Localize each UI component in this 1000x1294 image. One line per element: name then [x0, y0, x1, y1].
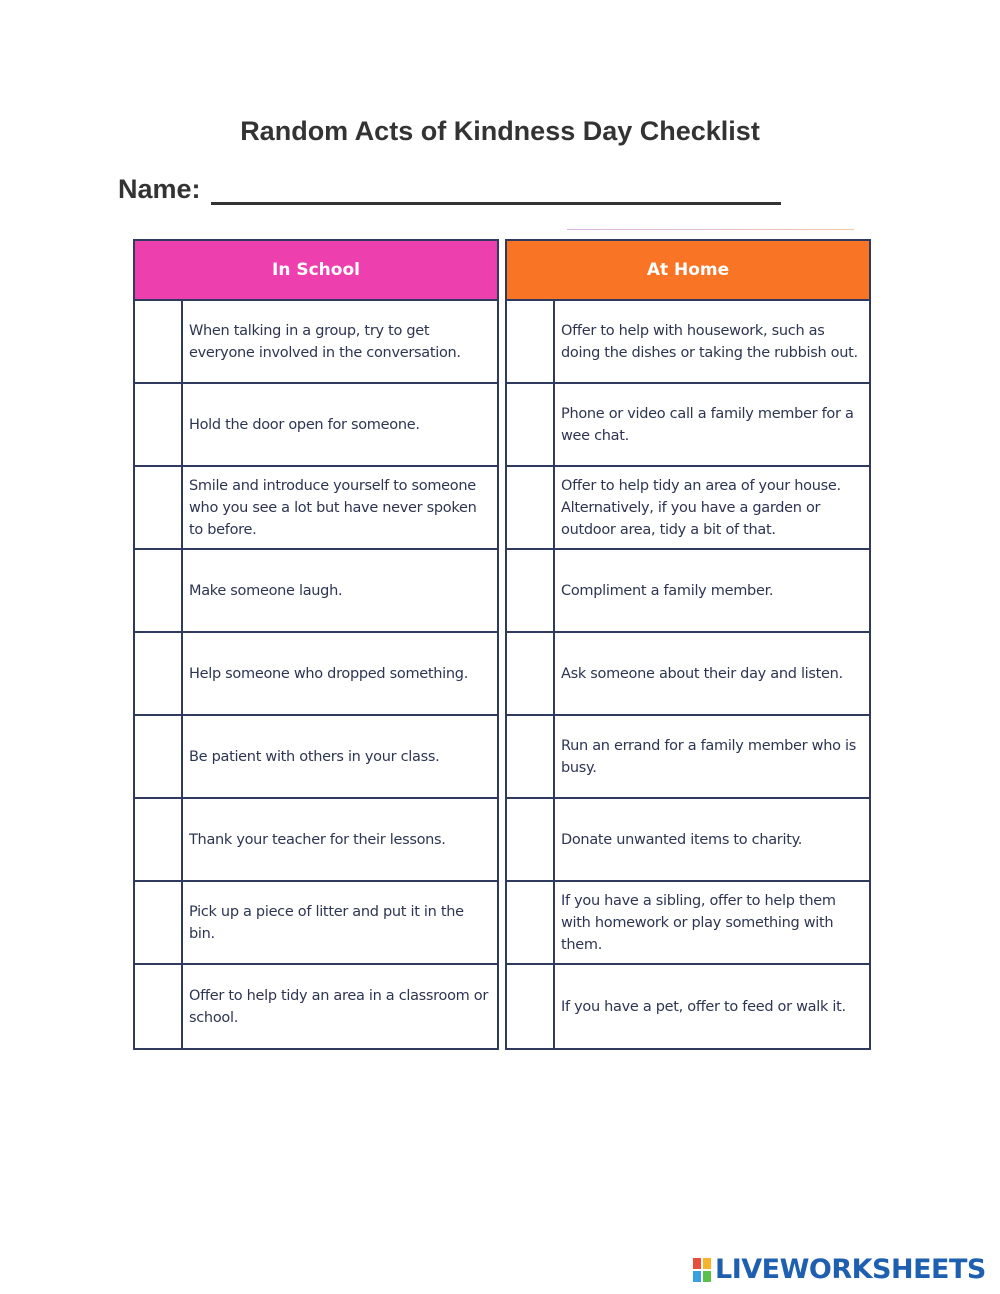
at-home-checkbox[interactable]	[507, 799, 555, 880]
in-school-row	[135, 384, 497, 467]
in-school-checkbox[interactable]	[135, 633, 183, 714]
liveworksheets-logo	[692, 1254, 986, 1285]
in-school-item-text: Be patient with others in your class.	[189, 748, 440, 765]
in-school-row	[135, 799, 497, 882]
in-school-checkbox[interactable]	[135, 716, 183, 797]
at-home-row	[507, 716, 869, 799]
at-home-row	[507, 882, 869, 965]
at-home-header: At Home	[507, 241, 869, 301]
in-school-item-text: When talking in a group, try to get everyone involved in the conversation.	[189, 322, 461, 361]
in-school-item-text: Help someone who dropped something.	[189, 665, 468, 682]
at-home-item-text: Offer to help with housework, such as doing the dishes or taking the rubbish out.	[561, 322, 858, 361]
at-home-item-text: Run an errand for a family member who is busy.	[561, 737, 856, 776]
name-input-line[interactable]	[211, 172, 781, 205]
in-school-checklist	[133, 239, 499, 1050]
in-school-checkbox[interactable]	[135, 467, 183, 548]
name-label: Name:	[118, 174, 201, 204]
in-school-checkbox[interactable]	[135, 550, 183, 631]
at-home-row	[507, 384, 869, 467]
at-home-item-text: Offer to help tidy an area of your house. Alternatively, if you have a garden or outdoor area, tidy a bit of that.	[561, 477, 841, 538]
in-school-row	[135, 633, 497, 716]
in-school-checkbox[interactable]	[135, 965, 183, 1048]
in-school-rows	[135, 301, 497, 1048]
in-school-row	[135, 965, 497, 1048]
in-school-header: In School	[135, 241, 497, 301]
at-home-rows	[507, 301, 869, 1048]
in-school-checkbox[interactable]	[135, 799, 183, 880]
in-school-item-text: Hold the door open for someone.	[189, 416, 420, 433]
name-field-row	[118, 172, 781, 205]
liveworksheets-logo-icon	[692, 1257, 712, 1283]
in-school-item-text: Make someone laugh.	[189, 582, 343, 599]
in-school-item-text: Pick up a piece of litter and put it in the bin.	[189, 903, 464, 942]
at-home-checkbox[interactable]	[507, 301, 555, 382]
in-school-item-text: Smile and introduce yourself to someone who you see a lot but have never spoken to before.	[189, 477, 477, 538]
at-home-row	[507, 467, 869, 550]
at-home-item-text: If you have a pet, offer to feed or walk it.	[561, 998, 846, 1015]
at-home-checkbox[interactable]	[507, 467, 555, 548]
at-home-item-text: Phone or video call a family member for a wee chat.	[561, 405, 854, 444]
at-home-checkbox[interactable]	[507, 882, 555, 963]
at-home-checkbox[interactable]	[507, 965, 555, 1048]
at-home-row	[507, 301, 869, 384]
in-school-item-text: Offer to help tidy an area in a classroom or school.	[189, 987, 489, 1026]
page-title: Random Acts of Kindness Day Checklist	[240, 116, 760, 146]
in-school-checkbox[interactable]	[135, 882, 183, 963]
in-school-row	[135, 550, 497, 633]
at-home-checkbox[interactable]	[507, 550, 555, 631]
in-school-item-text: Thank your teacher for their lessons.	[189, 831, 446, 848]
at-home-checkbox[interactable]	[507, 716, 555, 797]
at-home-checkbox[interactable]	[507, 633, 555, 714]
at-home-row	[507, 633, 869, 716]
decorative-divider	[567, 229, 854, 230]
at-home-row	[507, 965, 869, 1048]
in-school-row	[135, 882, 497, 965]
in-school-checkbox[interactable]	[135, 384, 183, 465]
at-home-item-text: If you have a sibling, offer to help them with homework or play something with them.	[561, 892, 836, 953]
at-home-item-text: Donate unwanted items to charity.	[561, 831, 803, 848]
at-home-item-text: Compliment a family member.	[561, 582, 774, 599]
in-school-row	[135, 716, 497, 799]
at-home-row	[507, 550, 869, 633]
in-school-row	[135, 301, 497, 384]
at-home-item-text: Ask someone about their day and listen.	[561, 665, 843, 682]
at-home-checklist	[505, 239, 871, 1050]
in-school-checkbox[interactable]	[135, 301, 183, 382]
logo-text: LIVEWORKSHEETS	[715, 1254, 986, 1285]
in-school-row	[135, 467, 497, 550]
at-home-row	[507, 799, 869, 882]
at-home-checkbox[interactable]	[507, 384, 555, 465]
